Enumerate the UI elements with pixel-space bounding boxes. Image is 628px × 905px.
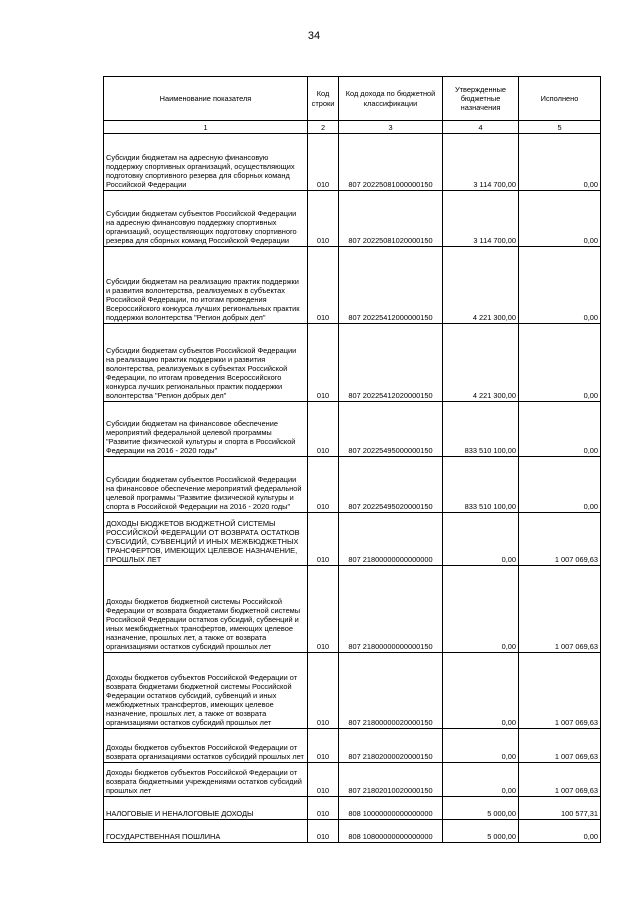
table-row [104,820,601,843]
classification-code: 807 20225412000000150 [339,247,443,324]
line-code: 010 [308,324,339,402]
indicator-name: НАЛОГОВЫЕ И НЕНАЛОГОВЫЕ ДОХОДЫ [104,797,308,820]
line-code: 010 [308,566,339,653]
executed-amount: 1 007 069,63 [519,729,601,763]
line-code: 010 [308,763,339,797]
approved-amount: 3 114 700,00 [443,191,519,247]
indicator-name: Субсидии бюджетам субъектов Российской Федерации на адресную финансовую поддержку спортивных организаций, осуществляющих подготовку спортивного резерва для сборных команд Российской Федерации [104,191,308,247]
column-number: 3 [339,121,443,134]
column-number: 4 [443,121,519,134]
table-row [104,191,601,247]
table-row [104,324,601,402]
line-code: 010 [308,402,339,457]
classification-code: 807 21800000000000000 [339,513,443,566]
table-row [104,457,601,513]
table-row [104,729,601,763]
approved-amount: 0,00 [443,763,519,797]
executed-amount: 1 007 069,63 [519,513,601,566]
approved-amount: 4 221 300,00 [443,324,519,402]
executed-amount: 100 577,31 [519,797,601,820]
column-header-line-code: Код строки [308,77,339,121]
indicator-name: Субсидии бюджетам на адресную финансовую поддержку спортивных организаций, осуществляющих подготовку спортивного резерва для сборных команд Российской Федерации [104,134,308,191]
indicator-name: Доходы бюджетов субъектов Российской Федерации от возврата бюджетами бюджетной системы Российской Федерации остатков субсидий, субвенций и иных межбюджетных трансфертов, имеющих целевое назначение, прошлых лет, а также от возврата организациями остатков субсидий прошлых лет [104,653,308,729]
table-row [104,513,601,566]
line-code: 010 [308,247,339,324]
indicator-name: ГОСУДАРСТВЕННАЯ ПОШЛИНА [104,820,308,843]
executed-amount: 1 007 069,63 [519,653,601,729]
executed-amount: 0,00 [519,247,601,324]
classification-code: 807 20225081000000150 [339,134,443,191]
table-row [104,653,601,729]
classification-code: 807 21800000000000150 [339,566,443,653]
table-header-row [104,77,601,121]
classification-code: 807 21800000020000150 [339,653,443,729]
classification-code: 807 20225495020000150 [339,457,443,513]
table-row [104,566,601,653]
indicator-name: Доходы бюджетов субъектов Российской Федерации от возврата организациями остатков субсидий прошлых лет [104,729,308,763]
column-header-executed: Исполнено [519,77,601,121]
column-header-indicator: Наименование показателя [104,77,308,121]
indicator-name: Субсидии бюджетам субъектов Российской Федерации на финансовое обеспечение мероприятий федеральной целевой программы "Развитие физической культуры и спорта в Российской Федерации на 2016 - 2020 годы" [104,457,308,513]
executed-amount: 0,00 [519,324,601,402]
classification-code: 807 20225412020000150 [339,324,443,402]
approved-amount: 0,00 [443,653,519,729]
classification-code: 807 21802010020000150 [339,763,443,797]
approved-amount: 833 510 100,00 [443,402,519,457]
classification-code: 808 10000000000000000 [339,797,443,820]
line-code: 010 [308,134,339,191]
indicator-name: Субсидии бюджетам на реализацию практик поддержки и развития волонтерства, реализуемых в субъектах Российской Федерации, по итогам проведения Всероссийского конкурса лучших региональных практик поддержки волонтерства "Регион добрых дел" [104,247,308,324]
classification-code: 807 20225081020000150 [339,191,443,247]
table-row [104,763,601,797]
line-code: 010 [308,820,339,843]
column-number: 1 [104,121,308,134]
table-row [104,797,601,820]
executed-amount: 0,00 [519,820,601,843]
approved-amount: 0,00 [443,729,519,763]
classification-code: 808 10800000000000000 [339,820,443,843]
column-number: 5 [519,121,601,134]
line-code: 010 [308,797,339,820]
indicator-name: Субсидии бюджетам субъектов Российской Федерации на реализацию практик поддержки и развития волонтерства, реализуемых в субъектах Российской Федерации, по итогам проведения Всероссийского конкурса лучших региональных практик поддержки волонтерства "Регион добрых дел" [104,324,308,402]
executed-amount: 1 007 069,63 [519,566,601,653]
line-code: 010 [308,191,339,247]
approved-amount: 833 510 100,00 [443,457,519,513]
approved-amount: 4 221 300,00 [443,247,519,324]
line-code: 010 [308,653,339,729]
approved-amount: 0,00 [443,513,519,566]
line-code: 010 [308,729,339,763]
approved-amount: 5 000,00 [443,820,519,843]
column-header-classification-code: Код дохода по бюджетной классификации [339,77,443,121]
indicator-name: Доходы бюджетов субъектов Российской Федерации от возврата бюджетными учреждениями остатков субсидий прошлых лет [104,763,308,797]
approved-amount: 3 114 700,00 [443,134,519,191]
executed-amount: 0,00 [519,134,601,191]
classification-code: 807 21802000020000150 [339,729,443,763]
indicator-name: Субсидии бюджетам на финансовое обеспечение мероприятий федеральной целевой программы "Развитие физической культуры и спорта в Российской Федерации на 2016 - 2020 годы" [104,402,308,457]
column-number-row [104,121,601,134]
column-number: 2 [308,121,339,134]
budget-revenue-table [103,76,601,843]
table-row [104,134,601,191]
executed-amount: 0,00 [519,402,601,457]
approved-amount: 0,00 [443,566,519,653]
classification-code: 807 20225495000000150 [339,402,443,457]
indicator-name: ДОХОДЫ БЮДЖЕТОВ БЮДЖЕТНОЙ СИСТЕМЫ РОССИЙСКОЙ ФЕДЕРАЦИИ ОТ ВОЗВРАТА ОСТАТКОВ СУБСИДИЙ, СУБВЕНЦИЙ И ИНЫХ МЕЖБЮДЖЕТНЫХ ТРАНСФЕРТОВ, ИМЕЮЩИХ ЦЕЛЕВОЕ НАЗНАЧЕНИЕ, ПРОШЛЫХ ЛЕТ [104,513,308,566]
approved-amount: 5 000,00 [443,797,519,820]
indicator-name: Доходы бюджетов бюджетной системы Российской Федерации от возврата бюджетами бюджетной системы Российской Федерации остатков субсидий, субвенций и иных межбюджетных трансфертов, имеющих целевое назначение, прошлых лет, а также от возврата организациями остатков субсидий прошлых лет [104,566,308,653]
table-row [104,247,601,324]
line-code: 010 [308,513,339,566]
page-number: 34 [307,30,321,42]
column-header-approved: Утвержденные бюджетные назначения [443,77,519,121]
executed-amount: 0,00 [519,191,601,247]
table-row [104,402,601,457]
line-code: 010 [308,457,339,513]
executed-amount: 0,00 [519,457,601,513]
executed-amount: 1 007 069,63 [519,763,601,797]
